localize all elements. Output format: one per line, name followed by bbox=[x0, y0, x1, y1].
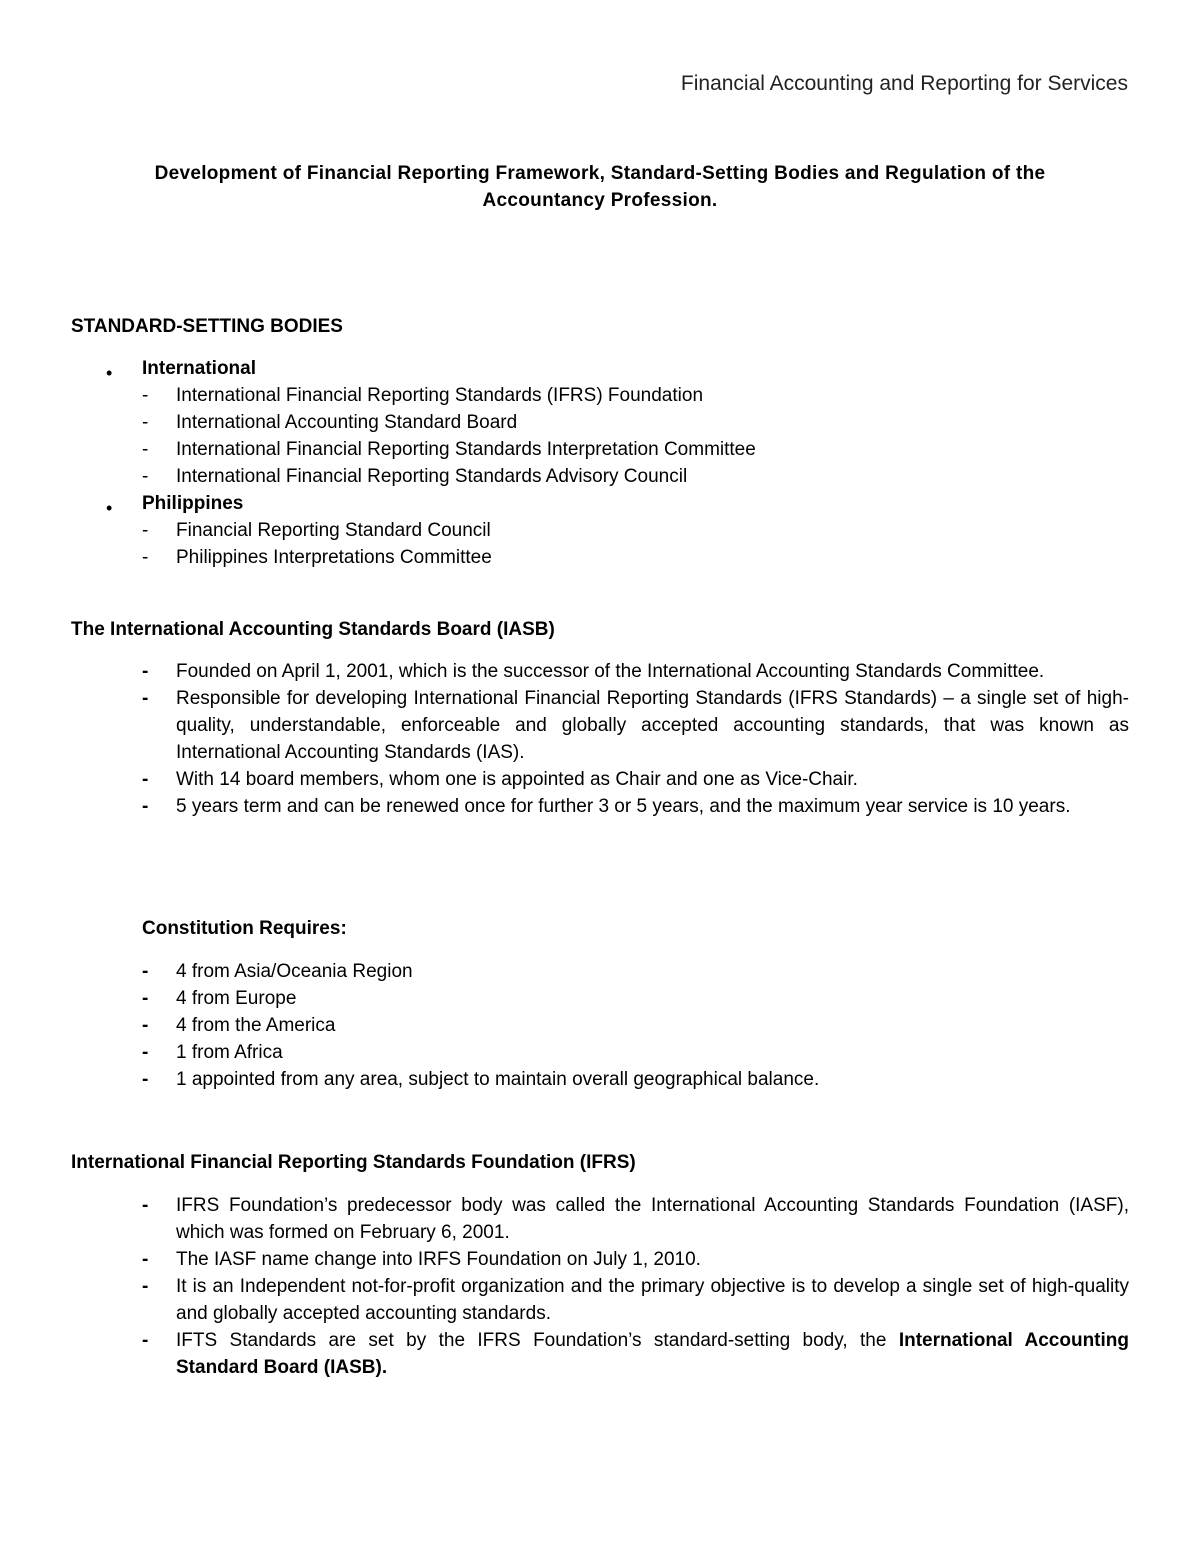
list-item: - The IASF name change into IRFS Foundation on July 1, 2010. bbox=[0, 1246, 1200, 1273]
standard-setting-heading: STANDARD-SETTING BODIES bbox=[71, 316, 343, 337]
dash-icon: - bbox=[142, 769, 149, 790]
constitution-heading: Constitution Requires: bbox=[142, 918, 347, 939]
ifrs-heading: International Financial Reporting Standards Foundation (IFRS) bbox=[71, 1152, 636, 1173]
dash-icon: - bbox=[142, 412, 149, 433]
dash-icon: - bbox=[142, 466, 149, 487]
document-title-line-1: Development of Financial Reporting Framework, Standard-Setting Bodies and Regulation of the bbox=[154, 163, 1046, 184]
ifrs-last-item-text: IFTS Standards are set by the IFRS Foundation’s standard-setting body, the bbox=[176, 1330, 899, 1351]
list-item: - It is an Independent not-for-profit organization and the primary objective is to develop a single set of high-quality and globally accepted accounting standards. bbox=[0, 1273, 1200, 1327]
dash-icon: - bbox=[142, 961, 149, 982]
dash-icon: - bbox=[142, 988, 149, 1009]
group-label: International bbox=[142, 358, 257, 379]
dash-icon: - bbox=[142, 1276, 149, 1297]
list-item: - 1 from Africa bbox=[0, 1039, 1200, 1066]
list-item bbox=[0, 1327, 1200, 1381]
ifrs-last-item-bold: International Accounting Standard Board (IASB). bbox=[176, 1330, 1129, 1378]
list-item: - IFRS Foundation’s predecessor body was called the International Accounting Standards Foundation (IASF), which was formed on February 6, 2001. bbox=[0, 1192, 1200, 1246]
dash-icon: - bbox=[142, 547, 149, 568]
list-item: - Responsible for developing International Financial Reporting Standards (IFRS Standards) – a single set of high-quality, understandable, enforceable and globally accepted accounting standards, that was known as International Accounting Standards (IAS). bbox=[0, 685, 1200, 766]
iasb-heading: The International Accounting Standards Board (IASB) bbox=[71, 619, 555, 640]
list-item: - 4 from Europe bbox=[0, 985, 1200, 1012]
dash-icon: - bbox=[142, 688, 149, 709]
list-item: - Founded on April 1, 2001, which is the successor of the International Accounting Standards Committee. bbox=[0, 658, 1200, 685]
group-label: Philippines bbox=[142, 493, 244, 514]
dash-icon: - bbox=[142, 520, 149, 541]
bullet-icon: • bbox=[106, 363, 113, 383]
document-title-line-2: Accountancy Profession. bbox=[482, 190, 718, 211]
constitution-list bbox=[0, 958, 1200, 1093]
list-item: - 4 from Asia/Oceania Region bbox=[0, 958, 1200, 985]
list-item: - 4 from the America bbox=[0, 1012, 1200, 1039]
document-title bbox=[100, 160, 1100, 214]
dash-icon: - bbox=[142, 796, 149, 817]
ifrs-list bbox=[0, 1192, 1200, 1381]
dash-icon: - bbox=[142, 1249, 149, 1270]
dash-icon: - bbox=[142, 1042, 149, 1063]
list-item: - 5 years term and can be renewed once for further 3 or 5 years, and the maximum year service is 10 years. bbox=[0, 793, 1200, 820]
dash-icon: - bbox=[142, 439, 149, 460]
dash-icon: - bbox=[142, 1330, 149, 1351]
bullet-icon: • bbox=[106, 498, 113, 518]
dash-icon: - bbox=[142, 661, 149, 682]
dash-icon: - bbox=[142, 1015, 149, 1036]
list-item: - 1 appointed from any area, subject to maintain overall geographical balance. bbox=[0, 1066, 1200, 1093]
list-item: - With 14 board members, whom one is appointed as Chair and one as Vice-Chair. bbox=[0, 766, 1200, 793]
dash-icon: - bbox=[142, 385, 149, 406]
dash-icon: - bbox=[142, 1195, 149, 1216]
page-header: Financial Accounting and Reporting for Services bbox=[680, 72, 1128, 95]
dash-icon: - bbox=[142, 1069, 149, 1090]
iasb-list bbox=[0, 658, 1200, 820]
